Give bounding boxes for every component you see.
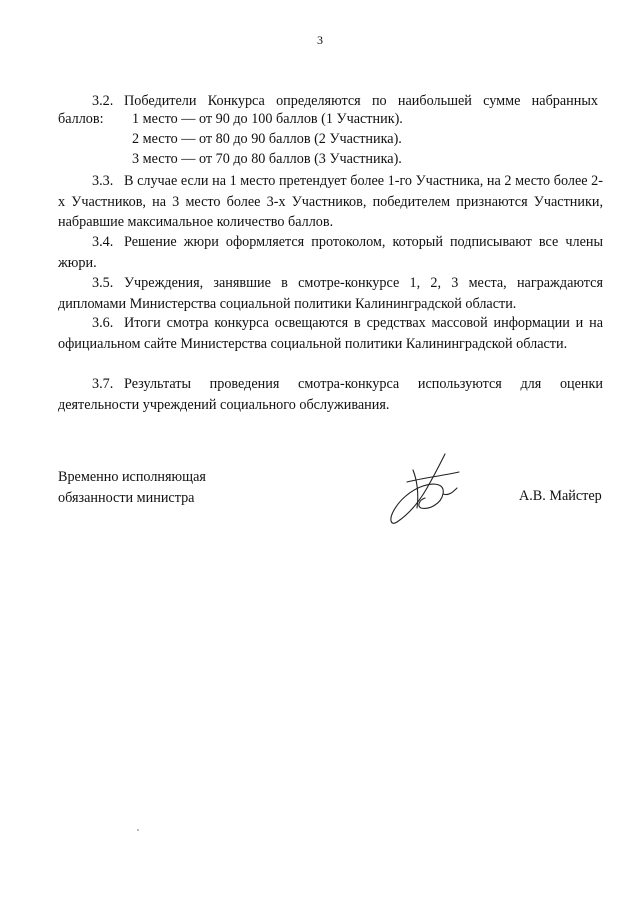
- clause-3-3: [58, 171, 603, 233]
- clause-number: 3.5.: [92, 275, 114, 291]
- page-number: 3: [317, 33, 323, 47]
- clause-text: Результаты проведения смотра-конкурса используются для оценки деятельности учреждений социального обслуживания.: [58, 376, 603, 413]
- clause-number: 3.6.: [92, 315, 114, 331]
- clause-text: Учреждения, занявшие в смотре-конкурсе 1, 2, 3 места, награждаются дипломами Министерства социальной политики Калининградской области.: [58, 275, 603, 312]
- clause-3-6: [58, 313, 603, 354]
- signatory-position-line2: обязанности министра: [58, 490, 195, 506]
- clause-text: Итоги смотра конкурса освещаются в средствах массовой информации и на официальном сайте Министерства социальной политики Калининградской области.: [58, 315, 603, 352]
- clause-3-5: [58, 273, 603, 314]
- clause-3-7: [58, 374, 603, 415]
- clause-text: Решение жюри оформляется протоколом, который подписывают все члены жюри.: [58, 234, 603, 271]
- clause-number: 3.3.: [92, 173, 114, 189]
- clause-3-4: [58, 232, 603, 273]
- clause-text: В случае если на 1 место претендует более 1-го Участника, на 2 место более 2-х Участников, на 3 место более 3-х Участников, победителем признаются Участники, набравшие максимальное количество баллов.: [58, 173, 603, 230]
- score-item-2: 2 место — от 80 до 90 баллов (2 Участника).: [132, 131, 402, 147]
- clause-number: 3.4.: [92, 234, 114, 250]
- clause-number: 3.2.: [92, 93, 114, 109]
- signatory-name: А.В. Майстер: [519, 488, 602, 504]
- score-item-1: 1 место — от 90 до 100 баллов (1 Участник).: [132, 111, 403, 127]
- scores-label: баллов:: [58, 111, 104, 127]
- signatory-position-line1: Временно исполняющая: [58, 469, 206, 485]
- clause-text: Победители Конкурса определяются по наибольшей сумме набранных: [124, 93, 598, 109]
- clause-3-2: [58, 91, 603, 112]
- scan-speck: [137, 829, 139, 831]
- score-item-3: 3 место — от 70 до 80 баллов (3 Участника).: [132, 151, 402, 167]
- clause-number: 3.7.: [92, 376, 114, 392]
- handwritten-signature: [383, 450, 473, 530]
